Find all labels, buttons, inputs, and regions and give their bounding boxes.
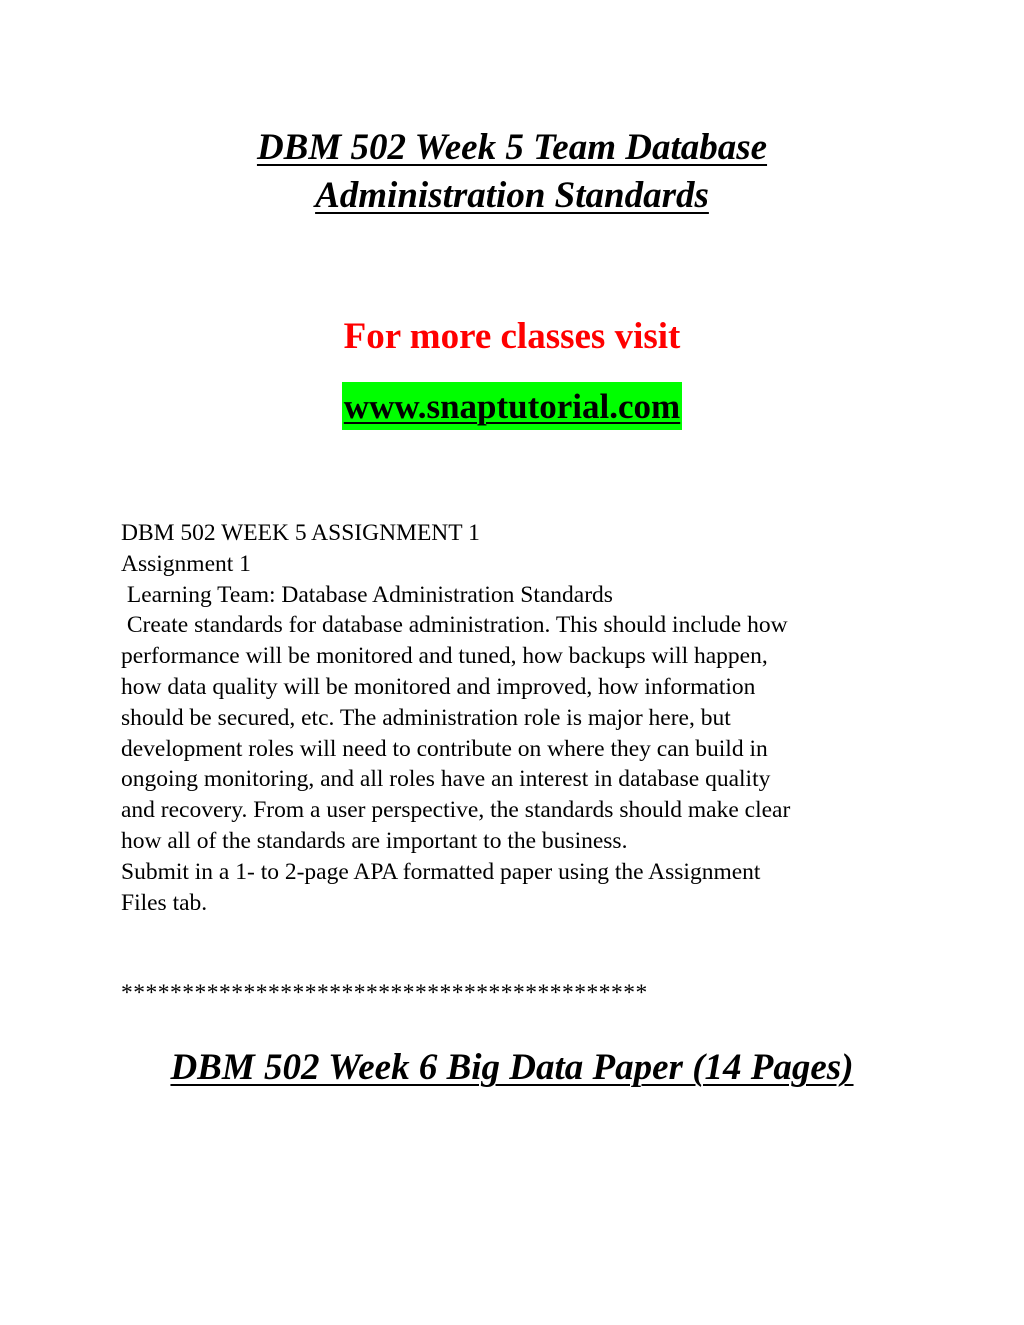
body-line: and recovery. From a user perspective, the standards should make clear <box>121 797 791 824</box>
separator-line: ******************************************* <box>121 980 648 1006</box>
body-line: should be secured, etc. The administration role is major here, but <box>121 704 731 731</box>
assignment-title <box>0 124 1024 220</box>
assignment-title-line-2: Administration Standards <box>315 175 709 216</box>
body-line: Learning Team: Database Administration Standards <box>121 581 613 608</box>
next-assignment-title <box>0 1044 1024 1092</box>
assignment-title-line-1: DBM 502 Week 5 Team Database <box>256 127 768 168</box>
website-link[interactable]: www.snaptutorial.com <box>342 382 682 430</box>
body-line: Assignment 1 <box>121 550 251 577</box>
body-line: development roles will need to contribute on where they can build in <box>121 735 768 762</box>
body-line: how data quality will be monitored and improved, how information <box>121 673 756 700</box>
body-line: Files tab. <box>121 889 208 916</box>
body-line: Create standards for database administration. This should include how <box>121 612 788 639</box>
body-line: performance will be monitored and tuned, how backups will happen, <box>121 643 768 670</box>
body-line: how all of the standards are important to the business. <box>121 827 628 854</box>
body-line: Submit in a 1- to 2-page APA formatted paper using the Assignment <box>121 858 761 885</box>
next-assignment-title-line: DBM 502 Week 6 Big Data Paper (14 Pages) <box>170 1047 854 1088</box>
assignment-description <box>121 518 911 918</box>
promo-link-container <box>0 382 1024 430</box>
body-line: DBM 502 WEEK 5 ASSIGNMENT 1 <box>121 520 480 546</box>
promo-text: For more classes visit <box>343 316 681 357</box>
body-line: ongoing monitoring, and all roles have an interest in database quality <box>121 766 771 793</box>
